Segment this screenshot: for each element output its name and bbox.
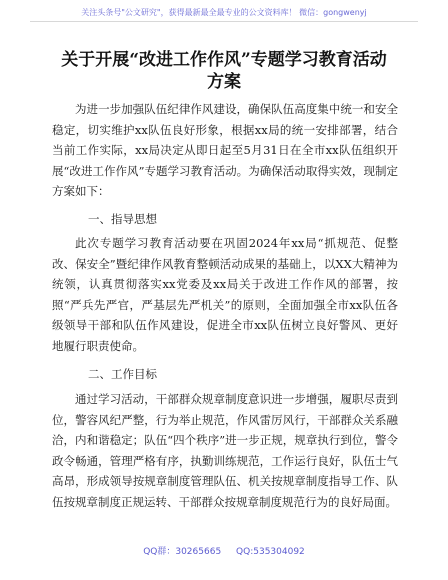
intro-paragraph-block bbox=[52, 99, 398, 202]
section-heading-work-goals: 二、工作目标 bbox=[88, 367, 157, 381]
document-title bbox=[40, 49, 408, 93]
footer-qq-group: QQ群：30265665 bbox=[143, 547, 222, 557]
section2-paragraph-block bbox=[52, 389, 398, 512]
title-line-1: 关于开展“改进工作作风”专题学习教育活动 bbox=[61, 50, 387, 70]
section1-paragraph-block bbox=[52, 233, 398, 356]
section-heading-guiding-ideology: 一、指导思想 bbox=[88, 212, 157, 226]
header-banner: 关注头条号"公文研究"，获得最新最全最专业的公文资料库！ 微信：gongwenyj bbox=[81, 8, 367, 17]
section2-paragraph: 通过学习活动，干部群众规章制度意识进一步增强，履职尽责到位，警容风纪严整，行为举止规范，作风雷厉风行，干部群众关系融洽，内和谐稳定；队伍“四个秩序”进一步正规，规章执行到位，警令政令畅通，管理严格有序，执勤训练规范，工作运行良好，队伍士气高昂，形成领导按规章制度管理队伍、机关按规章制度指导工作、队伍按规章制度正规运转、干部群众按规章制度规范行为的良好局面。 bbox=[52, 392, 398, 509]
section1-paragraph: 此次专题学习教育活动要在巩固2024年xx局“抓规范、促整改、保安全”暨纪律作风教育整顿活动成果的基础上，以XX大精神为统领，认真贯彻落实xx党委及xx局关于改进工作作风的部署，按照“严兵先严官，严基层先严机关”的原则，全面加强全市xx队伍各级领导干部和队伍作风建设，促进全市xx队伍树立良好警风、更好地履行职责使命。 bbox=[52, 236, 398, 353]
title-line-2: 方案 bbox=[207, 72, 241, 92]
footer-qq: QQ:535304092 bbox=[236, 547, 305, 557]
header-divider bbox=[30, 21, 418, 22]
footer-contact bbox=[0, 544, 448, 557]
intro-paragraph: 为进一步加强队伍纪律作风建设，确保队伍高度集中统一和安全稳定，切实维护xx队伍良好形象，根据xx局的统一安排部署，结合当前工作实际，xx局决定从即日起至5月31日在全市xx队伍组织开展“改进工作作风”专题学习教育活动。为确保活动取得实效，现制定方案如下： bbox=[52, 102, 398, 198]
